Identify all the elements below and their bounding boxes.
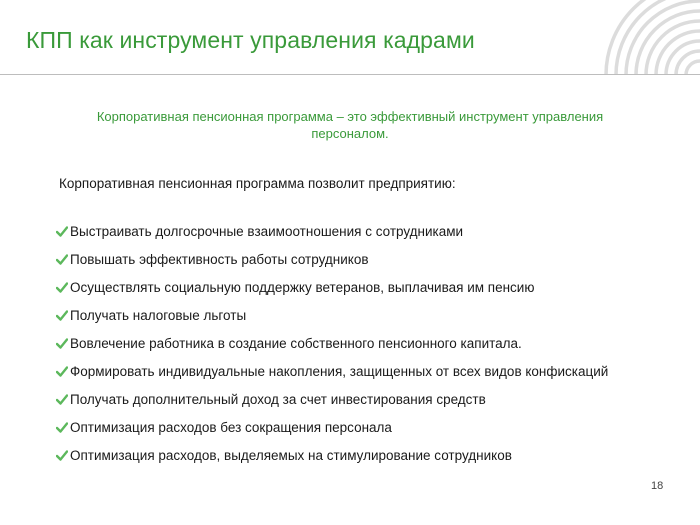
check-icon	[56, 310, 68, 321]
list-item	[56, 301, 608, 329]
list-item-text: Осуществлять социальную поддержку ветеранов, выплачивая им пенсию	[70, 279, 535, 295]
concentric-arcs-decoration	[595, 0, 700, 75]
page-number: 18	[651, 480, 664, 492]
list-item-text: Оптимизация расходов, выделяемых на стимулирование сотрудников	[70, 447, 512, 463]
list-item	[56, 273, 608, 301]
list-item	[56, 357, 608, 385]
check-icon	[56, 226, 68, 237]
list-item-text: Получать налоговые льготы	[70, 307, 247, 323]
list-item-text: Оптимизация расходов без сокращения персонала	[70, 419, 392, 435]
list-item	[56, 413, 608, 441]
check-icon	[56, 282, 68, 293]
check-icon	[56, 450, 68, 461]
list-item	[56, 329, 608, 357]
list-item-text: Повышать эффективность работы сотрудников	[70, 251, 369, 267]
slide-subtitle: Корпоративная пенсионная программа – это эффективный инструмент управления персоналом.	[96, 109, 604, 141]
list-item-text: Формировать индивидуальные накопления, защищенных от всех видов конфискаций	[70, 363, 609, 379]
benefits-list	[56, 217, 608, 469]
list-item-text: Вовлечение работника в создание собственного пенсионного капитала.	[70, 335, 522, 351]
list-item	[56, 441, 608, 469]
check-icon	[56, 394, 68, 405]
list-item-text: Выстраивать долгосрочные взаимоотношения с сотрудниками	[70, 223, 464, 239]
list-item-text: Получать дополнительный доход за счет инвестирования средств	[70, 391, 486, 407]
check-icon	[56, 338, 68, 349]
title-divider	[0, 74, 700, 75]
check-icon	[56, 254, 68, 265]
slide-title: КПП как инструмент управления кадрами	[26, 27, 475, 53]
intro-text: Корпоративная пенсионная программа позволит предприятию:	[59, 176, 456, 191]
check-icon	[56, 366, 68, 377]
list-item	[56, 217, 608, 245]
check-icon	[56, 422, 68, 433]
list-item	[56, 245, 608, 273]
list-item	[56, 385, 608, 413]
